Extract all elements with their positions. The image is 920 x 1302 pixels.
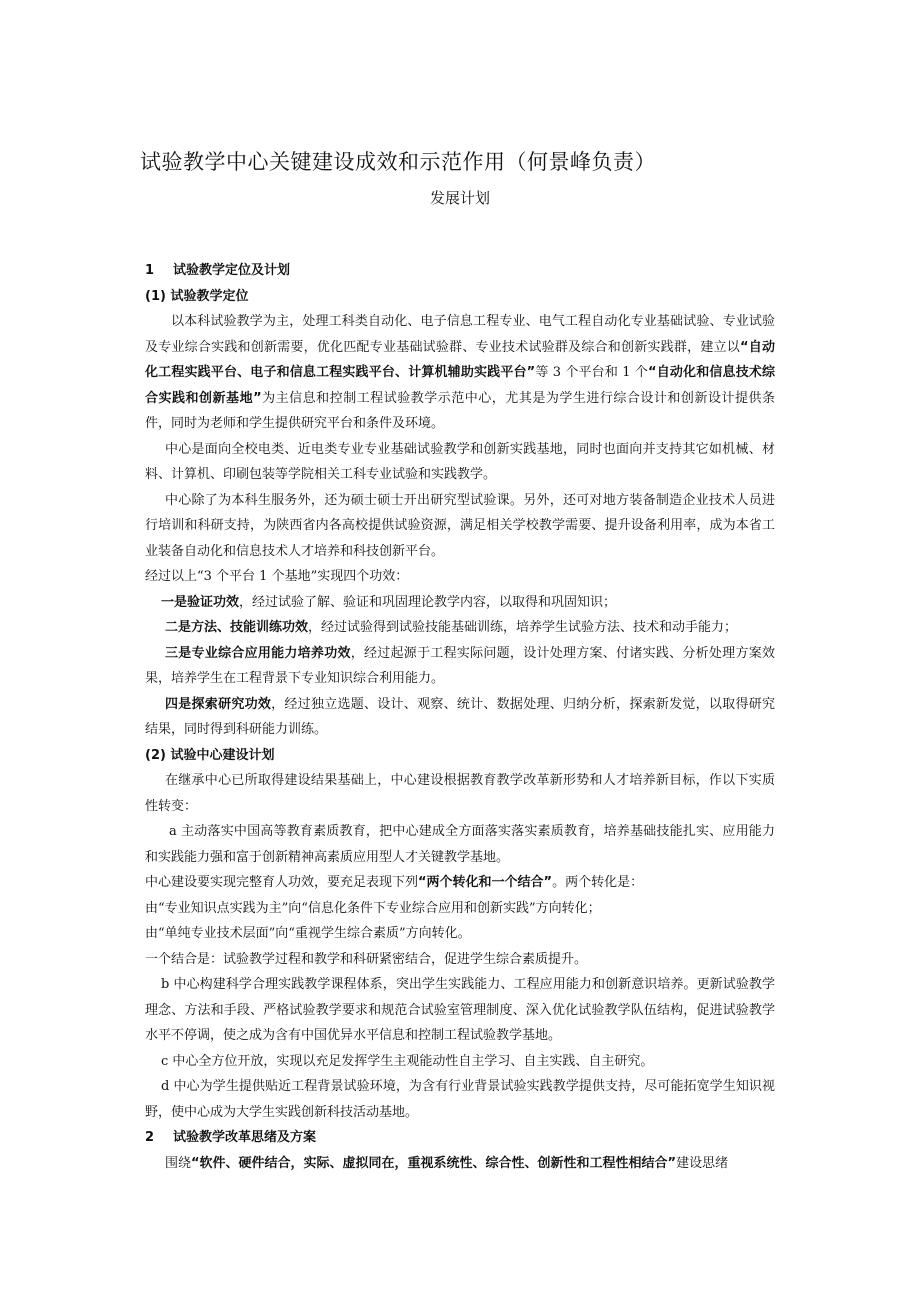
section-number: 1 xyxy=(145,263,155,278)
paragraph: c 中心全方位开放，实现以充足发挥学生主观能动性自主学习、自主实践、自主研究。 xyxy=(161,1053,654,1069)
paragraph: 一个结合是：试验教学过程和教学和科研紧密结合，促进学生综合素质提升。 xyxy=(145,951,588,967)
paragraph: 中心除了为本科生服务外，还为硕士硕士开出研究型试验课。另外，还可对地方装备制造企业技术人员进行培训和科研支持，为陕西省内各高校提供试验资源，满足相关学校教学需要、提升设备利用率，成为本省工业装备自动化和信息技术人才培养和科技创新平台。 xyxy=(145,492,775,559)
paragraph: 三是专业综合应用能力培养功效，经过起源于工程实际问题，设计处理方案、付诸实践、分析处理方案效果，培养学生在工程背景下专业知识综合利用能力。 xyxy=(145,645,775,686)
paragraph: 经过以上“3 个平台 1 个基地”实现四个功效： xyxy=(145,569,409,584)
paragraph: a 主动落实中国高等教育素质教育，把中心建成全方面落实落实素质教育，培养基础技能扎实、应用能力和实践能力强和富于创新精神高素质应用型人才关键教学基地。 xyxy=(145,824,775,865)
paragraph: 中心建设要实现完整育人功效，要充足表现下列“两个转化和一个结合”。两个转化是： xyxy=(145,875,644,890)
section-heading-1 xyxy=(145,258,775,284)
paragraph: b 中心构建科学合理实践教学课程体系，突出学生实践能力、工程应用能力和创新意识培养。更新试验教学理念、方法和手段、严格试验教学要求和规范合试验室管理制度、深入优化试验教学队伍结构，促进试验教学水平不停调，使之成为含有中国优异水平信息和控制工程试验教学基地。 xyxy=(145,977,775,1043)
paragraph: 二是方法、技能训练功效，经过试验得到试验技能基础训练，培养学生试验方法、技术和动手能力； xyxy=(165,620,738,635)
document-body xyxy=(145,258,775,1176)
paragraph: 一是验证功效，经过试验了解、验证和巩固理论教学内容，以取得和巩固知识； xyxy=(161,594,617,610)
paragraph: 中心是面向全校电类、近电类专业专业基础试验教学和创新实践基地，同时也面向并支持其它如机械、材料、计算机、印刷包装等学院相关工科专业试验和实践教学。 xyxy=(145,441,775,482)
paragraph: 由“单纯专业技术层面”向“重视学生综合素质”方向转化。 xyxy=(145,926,471,941)
paragraph: 以本科试验教学为主，处理工科类自动化、电子信息工程专业、电气工程自动化专业基础试验、专业试验及专业综合实践和创新需要，优化匹配专业基础试验群、专业技术试验群及综合和创新实践群，建立以“自动化工程实践平台、电子和信息工程实践平台、计算机辅助实践平台”等 3 个平台和 1 个“自动化和信息技术综合实践和创新基地”为主信息和控制工程试验教学示范中心，尤其是为学生进行综合设计和创新设计提供条件，同时为老师和学生提供研究平台和条件及环境。 xyxy=(145,314,776,431)
section-heading-2 xyxy=(145,1125,775,1151)
paragraph: d 中心为学生提供贴近工程背景试验环境，为含有行业背景试验实践教学提供支持，尽可能拓宽学生知识视野，使中心成为大学生实践创新科技活动基地。 xyxy=(145,1079,775,1120)
subsection-heading-1-1: (1) 试验教学定位 xyxy=(145,288,249,304)
paragraph: 围绕“软件、硬件结合，实际、虚拟同在，重视系统性、综合性、创新性和工程性相结合”建设思绪 xyxy=(165,1155,729,1171)
paragraph: 在继承中心已所取得建设结果基础上，中心建设根据教育教学改革新形势和人才培养新目标，作以下实质性转变： xyxy=(145,773,775,814)
paragraph: 由“专业知识点实践为主”向“信息化条件下专业综合应用和创新实践”方向转化； xyxy=(145,900,601,916)
section-title: 试验教学改革思绪及方案 xyxy=(173,1130,317,1145)
subsection-heading-1-2: (2) 试验中心建设计划 xyxy=(145,747,275,763)
document-title: 试验教学中心关键建设成效和示范作用（何景峰负责） xyxy=(140,150,656,174)
paragraph: 四是探索研究功效，经过独立选题、设计、观察、统计、数据处理、归纳分析，探索新发觉，以取得研究结果，同时得到科研能力训练。 xyxy=(145,696,775,737)
section-number: 2 xyxy=(145,1130,155,1145)
document-subtitle: 发展计划 xyxy=(429,189,490,207)
section-title: 试验教学定位及计划 xyxy=(173,263,291,278)
